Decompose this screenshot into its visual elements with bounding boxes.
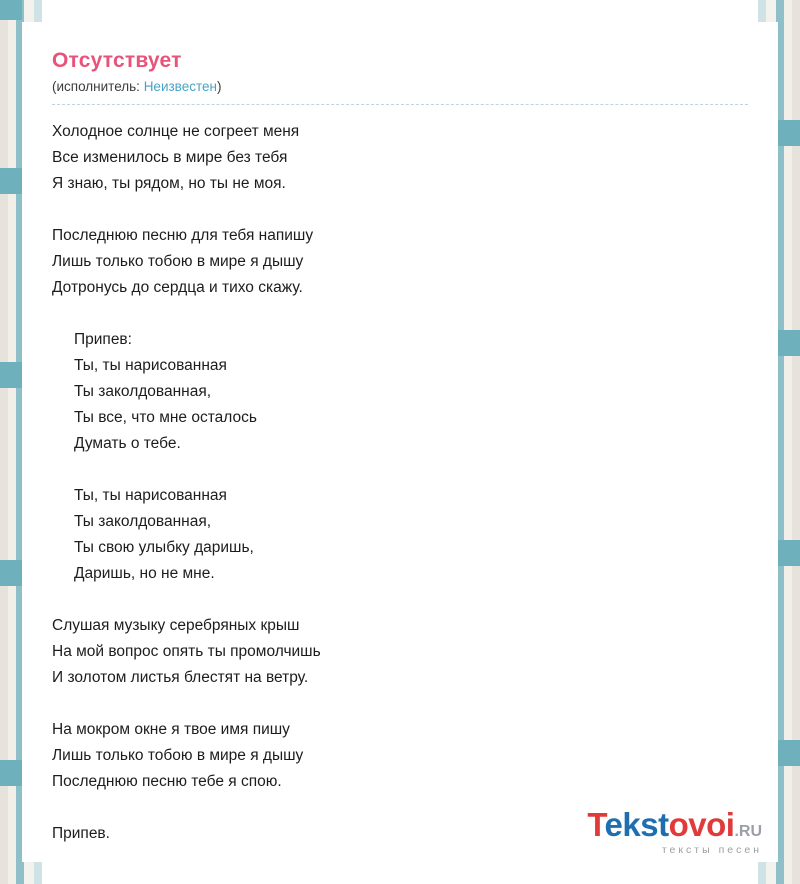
lyrics-line: Холодное солнце не согреет меня bbox=[52, 123, 300, 141]
decorative-block bbox=[778, 540, 800, 566]
lyrics-line: Лишь только тобою в мире я дышу bbox=[52, 253, 304, 271]
lyrics-line: И золотом листья блестят на ветру. bbox=[52, 669, 309, 687]
divider bbox=[52, 104, 748, 105]
lyrics-line: На мой вопрос опять ты промолчишь bbox=[52, 643, 321, 661]
site-logo-tld: .RU bbox=[734, 823, 762, 840]
decorative-block bbox=[778, 330, 800, 356]
lyrics-line: Слушая музыку серебряных крыш bbox=[52, 617, 300, 635]
lyrics-line: Ты, ты нарисованная bbox=[74, 487, 227, 505]
decorative-block bbox=[0, 362, 22, 388]
lyrics-stanza bbox=[52, 613, 748, 691]
page-title: Отсутствует bbox=[52, 49, 182, 72]
site-logo-tagline: тексты песен bbox=[661, 844, 762, 856]
decorative-block bbox=[0, 168, 22, 194]
lyrics-line: Все изменилось в мире без тебя bbox=[52, 149, 288, 167]
lyrics-line: Ты заколдованная, bbox=[74, 513, 212, 531]
site-logo[interactable] bbox=[587, 808, 762, 856]
site-logo-wordmark bbox=[587, 808, 762, 841]
site-logo-part3: ovoi bbox=[668, 806, 735, 843]
decorative-block bbox=[778, 120, 800, 146]
site-logo-part2: ekst bbox=[604, 806, 669, 843]
decorative-block bbox=[0, 560, 22, 586]
artist-suffix-label: ) bbox=[216, 79, 222, 95]
decorative-block bbox=[778, 740, 800, 766]
lyrics-line: Думать о тебе. bbox=[74, 435, 181, 453]
lyrics-line: Даришь, но не мне. bbox=[74, 565, 215, 583]
lyrics-line: Ты все, что мне осталось bbox=[74, 409, 257, 427]
lyrics-card bbox=[22, 22, 778, 862]
artist-line bbox=[52, 79, 748, 94]
lyrics-line: Припев. bbox=[52, 825, 110, 843]
decorative-block bbox=[0, 0, 22, 20]
lyrics-stanza bbox=[52, 717, 748, 795]
lyrics-line: Я знаю, ты рядом, но ты не моя. bbox=[52, 175, 286, 193]
artist-prefix-label: (исполнитель: bbox=[52, 79, 144, 95]
lyrics-text bbox=[52, 119, 748, 847]
lyrics-line: Последнюю песню тебе я спою. bbox=[52, 773, 282, 791]
lyrics-stanza bbox=[52, 327, 748, 457]
lyrics-line: Ты, ты нарисованная bbox=[74, 357, 227, 375]
lyrics-line: Ты заколдованная, bbox=[74, 383, 212, 401]
decorative-block bbox=[0, 760, 22, 786]
lyrics-stanza bbox=[52, 223, 748, 301]
lyrics-line: Дотронусь до сердца и тихо скажу. bbox=[52, 279, 303, 297]
lyrics-line: На мокром окне я твое имя пишу bbox=[52, 721, 290, 739]
artist-link[interactable]: Неизвестен bbox=[143, 79, 217, 95]
lyrics-line: Припев: bbox=[74, 331, 132, 349]
lyrics-line: Лишь только тобою в мире я дышу bbox=[52, 747, 304, 765]
lyrics-stanza bbox=[52, 119, 748, 197]
lyrics-stanza bbox=[52, 483, 748, 587]
lyrics-line: Ты свою улыбку даришь, bbox=[74, 539, 254, 557]
site-logo-part1: T bbox=[587, 806, 605, 843]
lyrics-line: Последнюю песню для тебя напишу bbox=[52, 227, 314, 245]
